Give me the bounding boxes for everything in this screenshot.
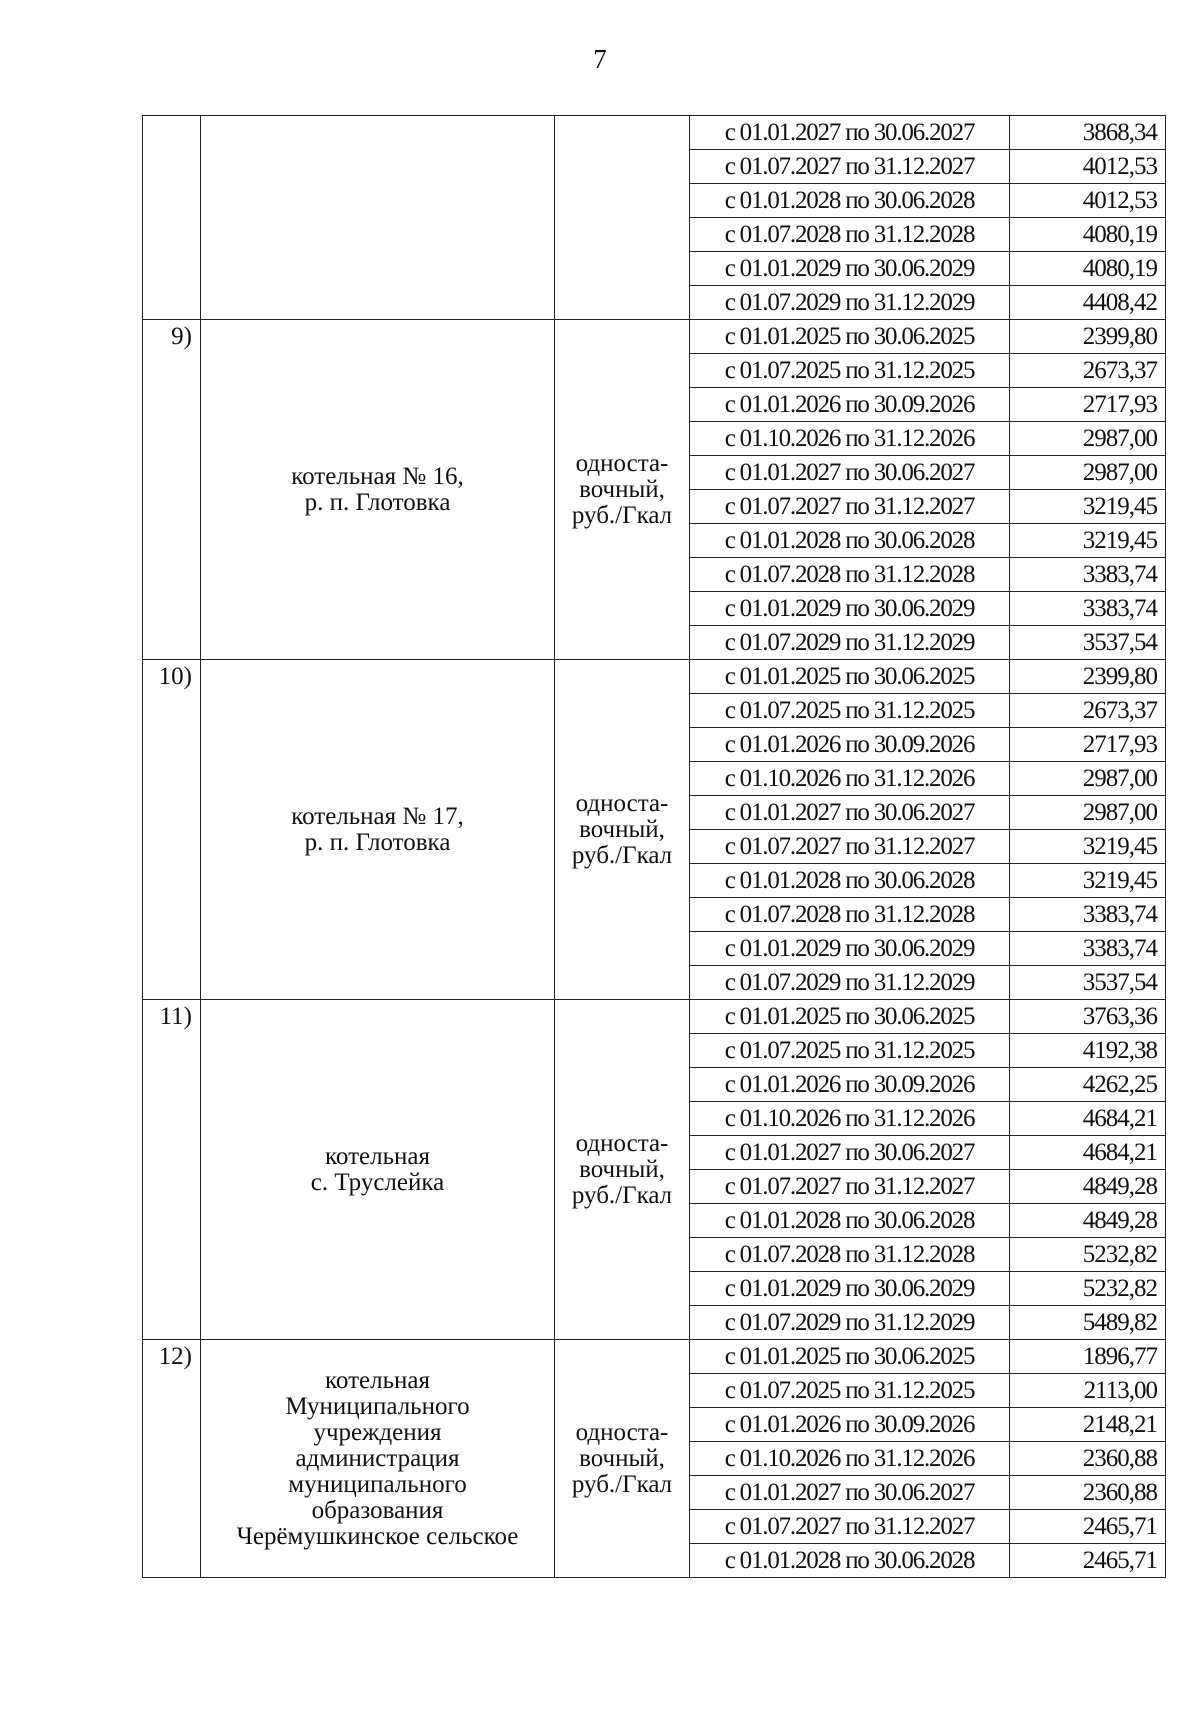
tariff-period: с 01.07.2027 по 31.12.2027	[690, 1170, 1010, 1204]
tariff-table	[142, 115, 1166, 1578]
boiler-house-name-line: котельная № 16,	[291, 462, 464, 490]
tariff-type-line: руб./Гкал	[571, 1470, 673, 1498]
boiler-house-name-line: учреждения	[313, 1418, 442, 1446]
tariff-value: 4684,21	[1010, 1102, 1166, 1136]
tariff-value: 2673,37	[1010, 694, 1166, 728]
tariff-type-line: односта-	[575, 1418, 669, 1446]
tariff-value: 4192,38	[1010, 1034, 1166, 1068]
tariff-type-line: односта-	[575, 449, 669, 477]
tariff-value: 2399,80	[1010, 320, 1166, 354]
boiler-house-name-line: р. п. Глотовка	[304, 828, 451, 856]
tariff-period: с 01.07.2027 по 31.12.2027	[690, 830, 1010, 864]
boiler-house-name	[201, 1000, 555, 1340]
tariff-value: 4012,53	[1010, 184, 1166, 218]
tariff-type-line: вочный,	[579, 1155, 665, 1183]
tariff-type	[555, 660, 690, 1000]
tariff-period: с 01.07.2028 по 31.12.2028	[690, 558, 1010, 592]
tariff-period: с 01.01.2027 по 30.06.2027	[690, 796, 1010, 830]
boiler-house-name-line: с. Труслейка	[310, 1168, 445, 1196]
tariff-value: 5232,82	[1010, 1238, 1166, 1272]
tariff-period: с 01.10.2026 по 31.12.2026	[690, 762, 1010, 796]
tariff-period: с 01.07.2029 по 31.12.2029	[690, 966, 1010, 1000]
tariff-period: с 01.01.2026 по 30.09.2026	[690, 1408, 1010, 1442]
tariff-value: 3219,45	[1010, 830, 1166, 864]
tariff-period: с 01.07.2027 по 31.12.2027	[690, 1510, 1010, 1544]
tariff-value: 3537,54	[1010, 626, 1166, 660]
item-number: 10)	[143, 660, 201, 1000]
tariff-value: 2987,00	[1010, 796, 1166, 830]
tariff-value: 2465,71	[1010, 1510, 1166, 1544]
tariff-type	[555, 1340, 690, 1578]
tariff-value: 3537,54	[1010, 966, 1166, 1000]
tariff-type-line: вочный,	[579, 475, 665, 503]
tariff-value: 2717,93	[1010, 388, 1166, 422]
tariff-period: с 01.01.2028 по 30.06.2028	[690, 524, 1010, 558]
boiler-house-name-line: котельная	[325, 1142, 430, 1170]
tariff-value: 4408,42	[1010, 286, 1166, 320]
tariff-value: 4080,19	[1010, 218, 1166, 252]
tariff-value: 2360,88	[1010, 1442, 1166, 1476]
tariff-period: с 01.10.2026 по 31.12.2026	[690, 422, 1010, 456]
tariff-value: 2399,80	[1010, 660, 1166, 694]
tariff-value: 3219,45	[1010, 490, 1166, 524]
tariff-period: с 01.01.2029 по 30.06.2029	[690, 592, 1010, 626]
tariff-period: с 01.01.2028 по 30.06.2028	[690, 1544, 1010, 1578]
tariff-value: 3383,74	[1010, 932, 1166, 966]
tariff-period: с 01.01.2029 по 30.06.2029	[690, 1272, 1010, 1306]
tariff-period: с 01.01.2025 по 30.06.2025	[690, 660, 1010, 694]
tariff-type-line: руб./Гкал	[571, 841, 673, 869]
tariff-value: 3219,45	[1010, 864, 1166, 898]
tariff-period: с 01.01.2026 по 30.09.2026	[690, 728, 1010, 762]
table-row	[143, 116, 1166, 150]
tariff-period: с 01.07.2027 по 31.12.2027	[690, 490, 1010, 524]
tariff-period: с 01.01.2025 по 30.06.2025	[690, 1340, 1010, 1374]
table-row	[143, 320, 1166, 354]
boiler-house-name-line: муниципального	[288, 1470, 467, 1498]
tariff-period: с 01.07.2025 по 31.12.2025	[690, 1374, 1010, 1408]
tariff-type-line: односта-	[575, 789, 669, 817]
tariff-value: 2987,00	[1010, 422, 1166, 456]
table-row	[143, 660, 1166, 694]
tariff-type-line: односта-	[575, 1129, 669, 1157]
tariff-table-body	[143, 116, 1166, 1578]
tariff-value: 2148,21	[1010, 1408, 1166, 1442]
boiler-house-name-line: котельная	[325, 1366, 430, 1394]
tariff-period: с 01.01.2027 по 30.06.2027	[690, 116, 1010, 150]
tariff-value: 2465,71	[1010, 1544, 1166, 1578]
tariff-period: с 01.07.2028 по 31.12.2028	[690, 1238, 1010, 1272]
item-number: 11)	[143, 1000, 201, 1340]
tariff-period: с 01.07.2029 по 31.12.2029	[690, 1306, 1010, 1340]
tariff-value: 2987,00	[1010, 456, 1166, 490]
tariff-value: 4080,19	[1010, 252, 1166, 286]
tariff-period: с 01.01.2029 по 30.06.2029	[690, 252, 1010, 286]
tariff-period: с 01.01.2027 по 30.06.2027	[690, 1476, 1010, 1510]
tariff-value: 5232,82	[1010, 1272, 1166, 1306]
tariff-period: с 01.01.2026 по 30.09.2026	[690, 1068, 1010, 1102]
tariff-value: 3383,74	[1010, 592, 1166, 626]
boiler-house-name	[201, 320, 555, 660]
tariff-period: с 01.07.2025 по 31.12.2025	[690, 1034, 1010, 1068]
tariff-value: 4012,53	[1010, 150, 1166, 184]
tariff-period: с 01.01.2028 по 30.06.2028	[690, 1204, 1010, 1238]
item-number: 12)	[143, 1340, 201, 1578]
tariff-period: с 01.01.2027 по 30.06.2027	[690, 456, 1010, 490]
tariff-type-line: вочный,	[579, 1444, 665, 1472]
tariff-period: с 01.07.2027 по 31.12.2027	[690, 150, 1010, 184]
tariff-period: с 01.07.2025 по 31.12.2025	[690, 354, 1010, 388]
tariff-value: 4684,21	[1010, 1136, 1166, 1170]
boiler-house-name-line: образования	[311, 1496, 444, 1524]
tariff-period: с 01.01.2028 по 30.06.2028	[690, 184, 1010, 218]
tariff-type-line: вочный,	[579, 815, 665, 843]
tariff-type	[555, 1000, 690, 1340]
tariff-value: 4262,25	[1010, 1068, 1166, 1102]
item-number	[143, 116, 201, 320]
tariff-value: 2673,37	[1010, 354, 1166, 388]
tariff-type-line: руб./Гкал	[571, 501, 673, 529]
tariff-period: с 01.07.2029 по 31.12.2029	[690, 286, 1010, 320]
tariff-value: 4849,28	[1010, 1204, 1166, 1238]
boiler-house-name	[201, 116, 555, 320]
boiler-house-name-line: администрация	[295, 1444, 460, 1472]
tariff-value: 3868,34	[1010, 116, 1166, 150]
tariff-value: 2113,00	[1010, 1374, 1166, 1408]
item-number: 9)	[143, 320, 201, 660]
tariff-value: 1896,77	[1010, 1340, 1166, 1374]
boiler-house-name-line: котельная № 17,	[291, 802, 464, 830]
tariff-period: с 01.07.2025 по 31.12.2025	[690, 694, 1010, 728]
boiler-house-name-line: Муниципального	[285, 1392, 470, 1420]
tariff-value: 3383,74	[1010, 558, 1166, 592]
page-number: 7	[593, 44, 607, 74]
tariff-period: с 01.01.2026 по 30.09.2026	[690, 388, 1010, 422]
boiler-house-name-line: Черёмушкинское сельское	[236, 1522, 519, 1550]
tariff-period: с 01.07.2029 по 31.12.2029	[690, 626, 1010, 660]
tariff-period: с 01.10.2026 по 31.12.2026	[690, 1442, 1010, 1476]
tariff-period: с 01.07.2028 по 31.12.2028	[690, 218, 1010, 252]
tariff-value: 2987,00	[1010, 762, 1166, 796]
tariff-period: с 01.01.2028 по 30.06.2028	[690, 864, 1010, 898]
boiler-house-name-line: р. п. Глотовка	[304, 488, 451, 516]
tariff-period: с 01.07.2028 по 31.12.2028	[690, 898, 1010, 932]
boiler-house-name	[201, 660, 555, 1000]
tariff-value: 2717,93	[1010, 728, 1166, 762]
tariff-value: 3383,74	[1010, 898, 1166, 932]
tariff-value: 3763,36	[1010, 1000, 1166, 1034]
tariff-value: 3219,45	[1010, 524, 1166, 558]
tariff-period: с 01.01.2029 по 30.06.2029	[690, 932, 1010, 966]
table-row	[143, 1000, 1166, 1034]
tariff-period: с 01.10.2026 по 31.12.2026	[690, 1102, 1010, 1136]
tariff-type-line: руб./Гкал	[571, 1181, 673, 1209]
tariff-period: с 01.01.2027 по 30.06.2027	[690, 1136, 1010, 1170]
tariff-value: 5489,82	[1010, 1306, 1166, 1340]
tariff-period: с 01.01.2025 по 30.06.2025	[690, 320, 1010, 354]
table-row	[143, 1340, 1166, 1374]
boiler-house-name	[201, 1340, 555, 1578]
tariff-value: 4849,28	[1010, 1170, 1166, 1204]
tariff-value: 2360,88	[1010, 1476, 1166, 1510]
tariff-period: с 01.01.2025 по 30.06.2025	[690, 1000, 1010, 1034]
tariff-type	[555, 116, 690, 320]
tariff-type	[555, 320, 690, 660]
